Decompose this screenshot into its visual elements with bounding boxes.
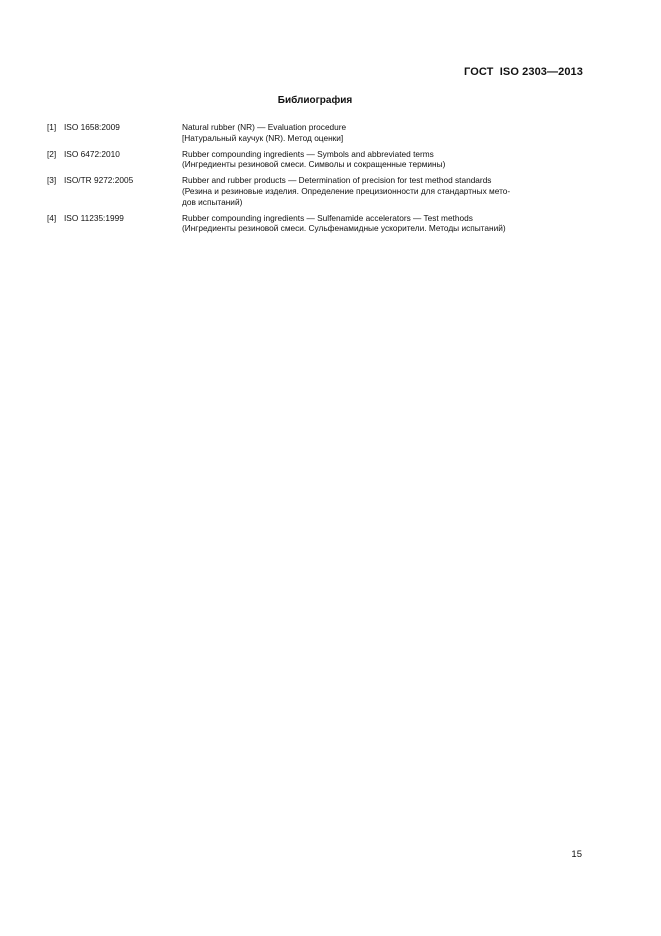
entry-line: дов испытаний) — [182, 196, 243, 207]
entry-line: (Резина и резиновые изделия. Определение прецизионности для стандартных мето- — [182, 185, 511, 196]
entry-line: Rubber compounding ingredients — Sulfenamide accelerators — Test methods — [182, 212, 473, 223]
section-title: Библиография — [277, 95, 353, 106]
entry-code: ISO 1658:2009 — [64, 122, 120, 132]
entry-line: (Ингредиенты резиновой смеси. Символы и сокращенные термины) — [182, 159, 446, 170]
entry-text — [182, 122, 587, 143]
bibliography-entry — [47, 175, 587, 207]
bibliography-entry — [47, 122, 587, 143]
entry-code: ISO/TR 9272:2005 — [64, 175, 134, 186]
bibliography-entry — [47, 213, 587, 234]
page-number: 15 — [571, 849, 582, 860]
entry-line: (Ингредиенты резиновой смеси. Сульфенамидные ускорители. Методы испытаний) — [182, 223, 506, 234]
entry-code: ISO 6472:2010 — [64, 148, 120, 159]
entry-line: [Натуральный каучук (NR). Метод оценки] — [182, 132, 344, 143]
bibliography-list — [47, 122, 587, 239]
entry-line: Natural rubber (NR) — Evaluation procedure — [182, 122, 347, 132]
entry-line: Rubber compounding ingredients — Symbols and abbreviated terms — [182, 148, 434, 159]
entry-line: Rubber and rubber products — Determination of precision for test method standards — [182, 175, 492, 186]
entry-number: [3] — [47, 175, 57, 186]
entry-text — [182, 213, 587, 234]
entry-number: [1] — [47, 122, 57, 132]
entry-number: [4] — [47, 212, 57, 223]
entry-text — [182, 149, 587, 170]
bibliography-entry — [47, 149, 587, 170]
entry-text — [182, 175, 587, 207]
entry-number: [2] — [47, 148, 57, 159]
document-header-standard: ГОСТ ISO 2303—2013 — [464, 66, 583, 78]
entry-code: ISO 11235:1999 — [64, 212, 124, 223]
